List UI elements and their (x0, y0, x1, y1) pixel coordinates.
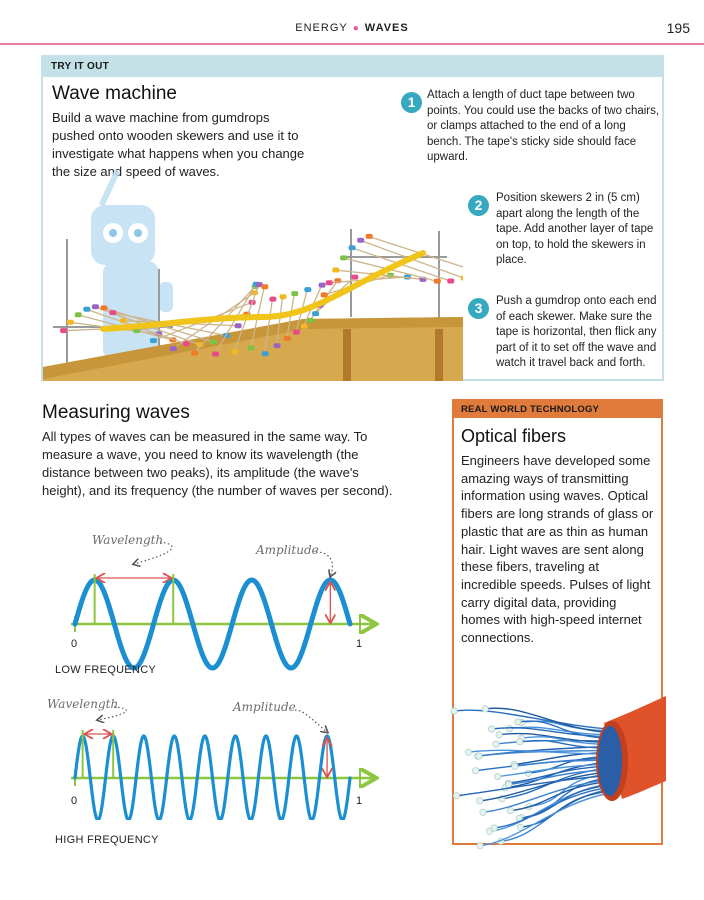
gumdrop (248, 346, 255, 351)
gumdrop (293, 330, 300, 335)
gumdrop (235, 323, 242, 328)
try-it-out-panel (41, 55, 664, 381)
gumdrop (434, 279, 441, 284)
fiber-tip-light (453, 793, 459, 799)
gumdrop (191, 351, 198, 356)
high-axis-end: 1 (356, 795, 363, 807)
high-amplitude-note: Amplitude (233, 700, 296, 714)
gumdrop (304, 287, 311, 292)
fiber-tip-light (515, 719, 521, 725)
gumdrop (349, 245, 356, 250)
gumdrop (83, 307, 90, 312)
gumdrop (447, 279, 454, 284)
gumdrop (170, 346, 177, 351)
wave-machine-title: Wave machine (52, 83, 177, 104)
gumdrop (100, 305, 107, 310)
gumdrop (366, 234, 373, 239)
low-frequency-label: LOW FREQUENCY (55, 664, 157, 676)
gumdrop (321, 292, 328, 297)
page-header (0, 0, 704, 44)
real-world-tag: REAL WORLD TECHNOLOGY (454, 401, 661, 418)
fiber-tip-light (512, 763, 518, 769)
gumdrop (351, 275, 358, 280)
gumdrop (120, 318, 127, 323)
step-1 (389, 88, 661, 166)
optical-fiber-illustration (434, 681, 669, 851)
measuring-waves-text: All types of waves can be measured in the same way. To measure a wave, you need to know its wavelength (the distance between two peaks), its amplitude (the wave's height), and its frequency (the number of waves per second). (42, 429, 393, 498)
gumdrop (340, 255, 347, 260)
gumdrop (109, 310, 116, 315)
gumdrop (332, 268, 339, 273)
optical-fibers-title: Optical fibers (461, 426, 567, 446)
high-frequency-label: HIGH FREQUENCY (55, 834, 159, 846)
high-axis-start: 0 (71, 795, 78, 807)
gumdrop (269, 297, 276, 302)
high-frequency-wave (71, 707, 374, 820)
gumdrop (291, 291, 298, 296)
gumdrop (284, 336, 291, 341)
fiber-tip-light (476, 753, 482, 759)
section-name: WAVES (364, 22, 409, 34)
fiber-bundle-end (598, 726, 622, 796)
amplitude-leader (295, 710, 327, 732)
gumdrop (150, 338, 157, 343)
real-world-technology-panel (452, 399, 663, 845)
step-2-number: 2 (468, 195, 489, 216)
fiber-tip-light (451, 708, 457, 714)
measuring-waves-title: Measuring waves (42, 402, 190, 423)
fiber-tip-light (507, 808, 513, 814)
fiber-tip-light (465, 749, 471, 755)
gumdrop (210, 339, 217, 344)
gumdrop (357, 238, 364, 243)
gumdrop (183, 341, 190, 346)
fiber-strand (454, 710, 610, 729)
gumdrop (92, 304, 99, 309)
fiber-tip-light (488, 726, 494, 732)
fiber-tip-light (480, 809, 486, 815)
low-frequency-wave (71, 542, 374, 668)
fiber-tip-light (506, 725, 512, 731)
gumdrop (280, 294, 287, 299)
gumdrop (319, 283, 326, 288)
gumdrop (261, 284, 268, 289)
fiber-tip-light (517, 824, 523, 830)
step-1-text: Attach a length of duct tape between two points. You could use the backs of two chairs, or clamps attached to the end of a long bench. The tape's sticky side should face upward. (427, 89, 660, 163)
fiber-tip-light (493, 741, 499, 747)
fiber-strands (451, 706, 610, 849)
wave-machine-illustration (43, 157, 463, 381)
fiber-tip-light (495, 773, 501, 779)
gumdrop (312, 311, 319, 316)
wave-machine-intro: Build a wave machine from gumdrops pushed onto wooden skewers and use it to investigate what happens when you change the size and speed of waves. (52, 110, 305, 179)
gumdrop (307, 318, 314, 323)
low-amplitude-note: Amplitude (256, 543, 319, 557)
gumdrop (231, 349, 238, 354)
fiber-tip-light (517, 739, 523, 745)
step-1-number: 1 (401, 92, 422, 113)
gumdrop (75, 312, 82, 317)
gumdrop (326, 280, 333, 285)
step-3 (466, 294, 662, 372)
gumdrop (301, 324, 308, 329)
fiber-tip-light (505, 781, 511, 787)
step-3-text: Push a gumdrop onto each end of each skewer. Make sure the tape is horizontal, then flick any part of it to set off the wave and watch it travel back and forth. (496, 295, 657, 369)
fiber-tip-light (496, 732, 502, 738)
low-wavelength-note: Wavelength (92, 533, 164, 547)
gumdrop (274, 343, 281, 348)
gumdrop (67, 320, 74, 325)
step-2 (466, 191, 662, 269)
optical-fibers-text: Engineers have developed some amazing ways of transmitting information using waves. Optical fibers are long strands of glass or plastic that are as thin as human hair. Light waves are sent along these fibers, traveling at incredible speeds. Pulses of light carry digital data, providing homes with high-speed internet connections. (461, 453, 654, 646)
try-it-out-tag: TRY IT OUT (43, 57, 662, 77)
gumdrop (461, 276, 463, 281)
step-2-text: Position skewers 2 in (5 cm) apart along the length of the tape. Add another layer of tape on top, to hold the skewers in place. (496, 192, 654, 266)
fiber-tip-light (477, 798, 483, 804)
separator-dot-icon: ● (352, 23, 360, 34)
header-rule (0, 43, 704, 45)
high-wavelength-note: Wavelength (47, 697, 119, 711)
gumdrop (262, 351, 269, 356)
gumdrop (212, 351, 219, 356)
chapter-name: ENERGY (295, 22, 348, 34)
page-number: 195 (666, 20, 690, 36)
fiber-tip-light (477, 843, 483, 849)
fiber-tip-light (491, 825, 497, 831)
low-axis-start: 0 (71, 638, 78, 650)
fiber-tip-light (482, 706, 488, 712)
gumdrop (60, 328, 67, 333)
running-head (0, 22, 704, 34)
fiber-tip-light (472, 768, 478, 774)
step-3-number: 3 (468, 298, 489, 319)
low-axis-end: 1 (356, 638, 363, 650)
